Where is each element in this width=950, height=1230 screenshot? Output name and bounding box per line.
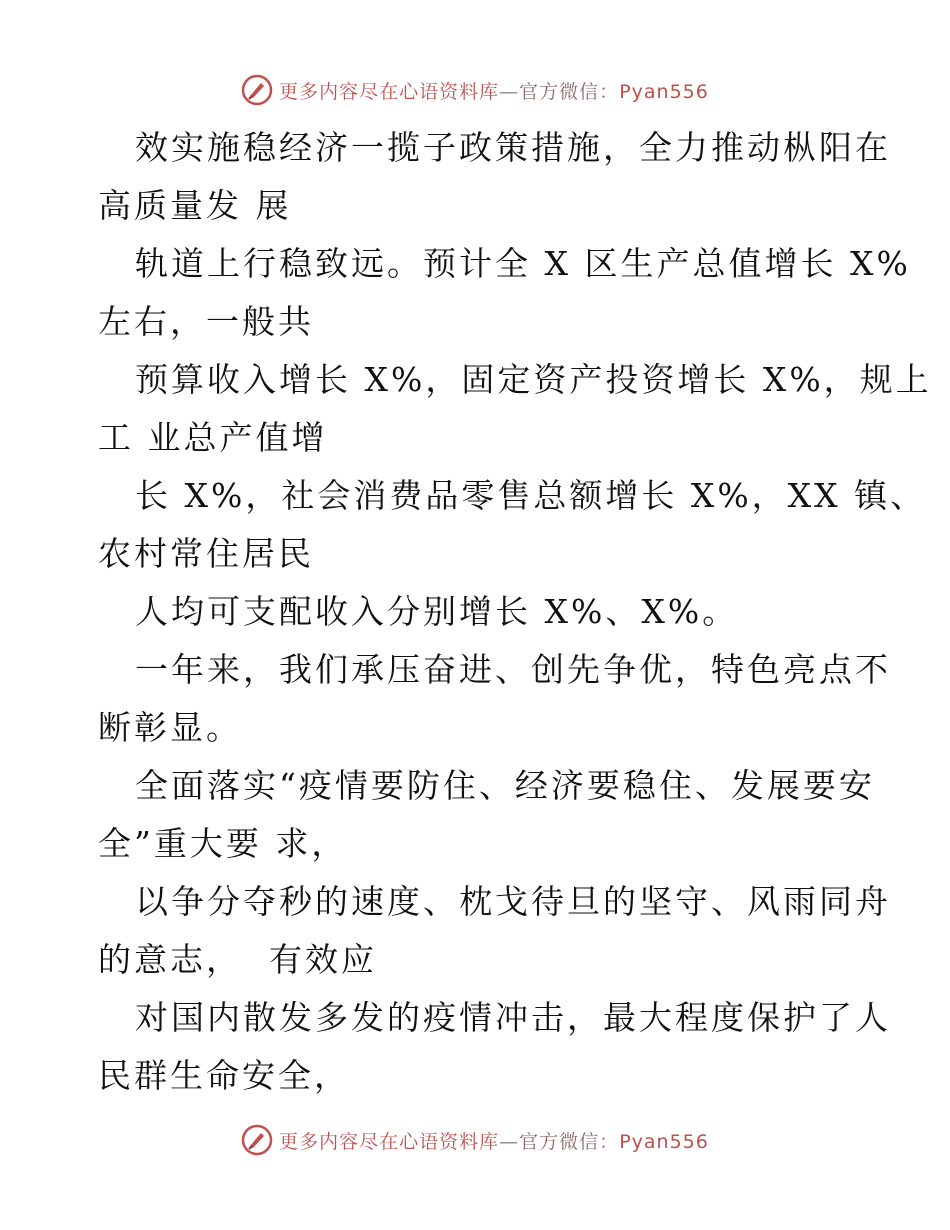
quill-logo-icon	[241, 1124, 273, 1156]
footer-watermark	[0, 1120, 950, 1160]
watermark-main-text: 更多内容尽在心语资料库	[279, 1130, 500, 1153]
text-line: 效实施稳经济一揽子政策措施，全力推动枞阳在	[135, 128, 891, 167]
text-line: 预算收入增长 X%，固定资产投资增长 X%，规上	[135, 360, 932, 399]
quill-logo-icon	[241, 74, 273, 106]
text-line: 左右，一般共	[98, 302, 314, 341]
watermark-main-text: 更多内容尽在心语资料库	[279, 80, 500, 103]
watermark-official-label: 官方微信：	[519, 80, 620, 103]
text-line: 轨道上行稳致远。预计全 X 区生产总值增长 X%	[135, 244, 911, 283]
text-line: 以争分夺秒的速度、枕戈待旦的坚守、风雨同舟	[135, 882, 891, 921]
watermark-wechat-id: Pyan556	[619, 80, 709, 103]
text-line: 全面落实“疫情要防住、经济要稳住、发展要安	[135, 766, 875, 805]
text-line: 断彰显。	[98, 708, 242, 747]
watermark-text	[279, 1127, 709, 1154]
text-line: 高质量发 展	[98, 186, 292, 225]
text-line: 全”重大要 求，	[98, 824, 348, 863]
text-line: 人均可支配收入分别增长 X%、X%。	[135, 592, 739, 631]
text-line: 民群生命安全，	[98, 1056, 350, 1095]
text-line: 对国内散发多发的疫情冲击，最大程度保护了人	[135, 998, 891, 1037]
text-line: 长 X%，社会消费品零售总额增长 X%，XX 镇、	[135, 476, 927, 515]
header-watermark	[0, 70, 950, 110]
watermark-dash: —	[499, 1130, 520, 1153]
text-line: 一年来，我们承压奋进、创先争优，特色亮点不	[135, 650, 891, 689]
watermark-text	[279, 77, 709, 104]
text-line: 的意志， 有效应	[98, 940, 377, 979]
text-line: 农村常住居民	[98, 534, 314, 573]
watermark-dash: —	[499, 80, 520, 103]
text-line: 工 业总产值增	[98, 418, 328, 457]
watermark-official-label: 官方微信：	[519, 1130, 620, 1153]
watermark-wechat-id: Pyan556	[619, 1130, 709, 1153]
